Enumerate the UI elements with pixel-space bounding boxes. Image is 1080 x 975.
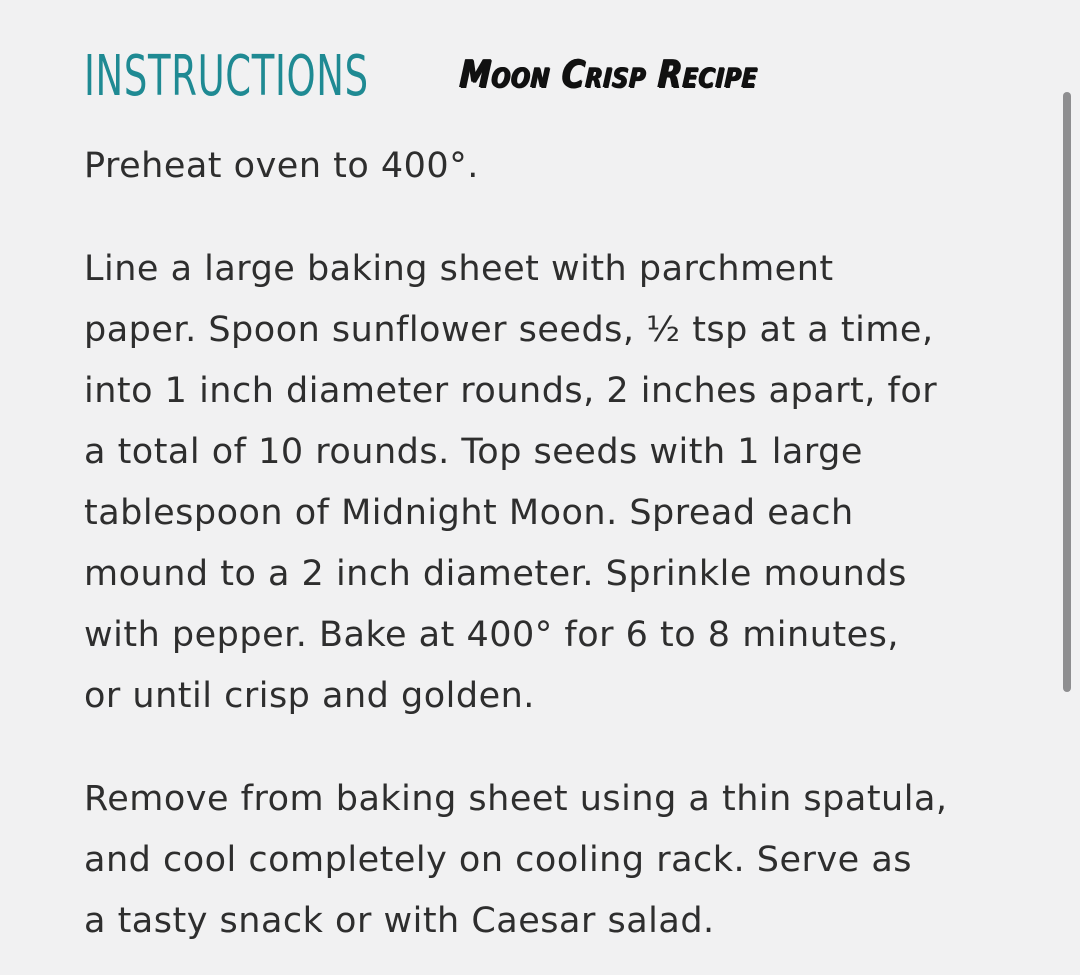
instruction-line: and cool completely on cooling rack. Serve as: [84, 840, 912, 880]
instruction-line: with pepper. Bake at 400° for 6 to 8 minutes,: [84, 615, 899, 655]
instruction-line: or until crisp and golden.: [84, 676, 535, 716]
instruction-line: Preheat oven to 400°.: [84, 146, 479, 186]
instruction-line: tablespoon of Midnight Moon. Spread each: [84, 493, 854, 533]
instruction-paragraph-1: [84, 136, 1014, 197]
instruction-line: Remove from baking sheet using a thin spatula,: [84, 779, 948, 819]
instruction-line: a total of 10 rounds. Top seeds with 1 large: [84, 432, 863, 472]
instruction-paragraph-2: [84, 239, 1014, 727]
instructions-body: [84, 136, 1014, 952]
instructions-heading: INSTRUCTIONS: [84, 44, 369, 109]
instruction-line: a tasty snack or with Caesar salad.: [84, 901, 715, 941]
recipe-title-overlay: Moon Crisp Recipe: [458, 52, 760, 96]
instruction-line: paper. Spoon sunflower seeds, ½ tsp at a time,: [84, 310, 934, 350]
instruction-line: mound to a 2 inch diameter. Sprinkle mounds: [84, 554, 907, 594]
instruction-line: into 1 inch diameter rounds, 2 inches apart, for: [84, 371, 938, 411]
instruction-paragraph-3: [84, 769, 1014, 952]
instruction-line: Line a large baking sheet with parchment: [84, 249, 834, 289]
vertical-scrollbar[interactable]: [1063, 92, 1071, 692]
